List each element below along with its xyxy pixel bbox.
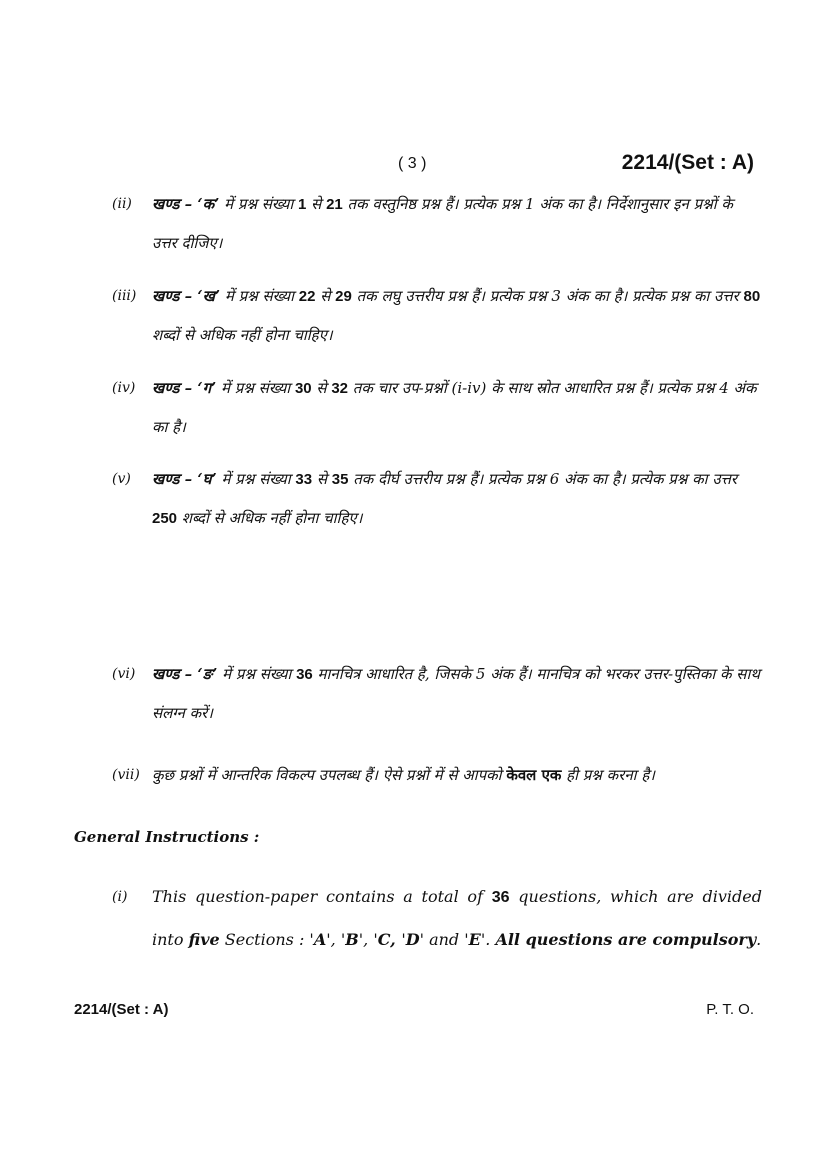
item-number: (vii) xyxy=(112,767,140,783)
instruction-item xyxy=(112,369,762,446)
section-letter: B xyxy=(345,930,359,949)
paper-code-header: 2214/(Set : A) xyxy=(621,151,754,174)
text-part: ही प्रश्न करना है। xyxy=(561,766,655,784)
text-part: से xyxy=(306,195,327,213)
item-text xyxy=(152,756,762,794)
text-part: में प्रश्न संख्या xyxy=(219,195,299,213)
number: 250 xyxy=(152,510,178,527)
item-text xyxy=(152,185,762,262)
item-text xyxy=(152,277,762,354)
number: 36 xyxy=(296,666,313,683)
text-part: ' and ' xyxy=(419,930,469,949)
text-part: तक दीर्घ उत्तरीय प्रश्न हैं। प्रत्येक प्रश्न 6 अंक का है। प्रत्येक प्रश्न का उत्तर xyxy=(348,470,738,488)
section-label: खण्ड – ‘ख’ xyxy=(152,287,221,305)
text-part: '. xyxy=(480,930,496,949)
section-label: खण्ड – ‘ग’ xyxy=(152,379,217,397)
number: 80 xyxy=(743,288,761,305)
text-part: से xyxy=(311,379,332,397)
general-instructions-heading: General Instructions : xyxy=(74,828,260,846)
number: 1 xyxy=(298,196,307,213)
text-part: ', ' xyxy=(326,930,346,949)
paper-code-footer: 2214/(Set : A) xyxy=(74,1001,169,1018)
text-part: में प्रश्न संख्या xyxy=(217,665,297,683)
text-part: शब्दों से अधिक नहीं होना चाहिए। xyxy=(177,509,363,527)
text-part: ' xyxy=(401,930,406,949)
text-part: में प्रश्न संख्या xyxy=(216,379,295,397)
text-part: ', ' xyxy=(358,930,378,949)
item-text xyxy=(152,460,762,538)
number: 33 xyxy=(295,471,313,488)
section-letter: D xyxy=(405,930,420,949)
instruction-item xyxy=(112,277,762,354)
text-part: में प्रश्न संख्या xyxy=(220,287,299,305)
item-number: (i) xyxy=(112,889,128,905)
number: 22 xyxy=(298,288,316,305)
item-number: (vi) xyxy=(112,666,136,682)
english-instruction-item xyxy=(112,876,762,961)
item-text xyxy=(152,369,762,446)
section-letter: A xyxy=(313,930,327,949)
section-label: खण्ड – ‘क’ xyxy=(152,195,220,213)
text-part: questions, which are divided into xyxy=(152,887,762,949)
text-part: कुछ प्रश्नों में आन्तरिक विकल्प उपलब्ध हैं। ऐसे प्रश्नों में से आपको xyxy=(152,766,507,784)
item-number: (v) xyxy=(112,471,131,487)
item-number: (iv) xyxy=(112,380,136,396)
instruction-item xyxy=(112,655,762,732)
number: 35 xyxy=(331,471,349,488)
emphasis: five xyxy=(188,930,220,949)
pto-label: P. T. O. xyxy=(706,1001,754,1018)
number: 36 xyxy=(491,889,510,906)
number: 32 xyxy=(331,380,349,397)
emphasis: केवल एक xyxy=(506,766,562,784)
instruction-item xyxy=(112,756,762,794)
section-label: खण्ड – ‘ङ’ xyxy=(152,665,218,683)
item-number: (iii) xyxy=(112,288,137,304)
instruction-item xyxy=(112,460,762,538)
text-part: से xyxy=(312,470,332,488)
text-part: में प्रश्न संख्या xyxy=(216,470,296,488)
section-letter: C, xyxy=(377,930,402,949)
instruction-item xyxy=(112,185,762,262)
text-part: शब्दों से अधिक नहीं होना चाहिए। xyxy=(152,326,333,344)
item-text xyxy=(152,655,762,732)
text-part: तक वस्तुनिष्ठ प्रश्न हैं। प्रत्येक प्रश्न 1 अंक का है। निर्देशानुसार इन प्रश्नों के उत्तर दीजिए। xyxy=(152,195,733,252)
page-number: ( 3 ) xyxy=(398,155,427,172)
number: 29 xyxy=(335,288,352,305)
text-part: Sections : ' xyxy=(219,930,314,949)
text-part: से xyxy=(315,287,336,305)
number: 30 xyxy=(294,380,312,397)
section-letter: E xyxy=(468,930,481,949)
text-part: तक लघु उत्तरीय प्रश्न हैं। प्रत्येक प्रश्न 3 अंक का है। प्रत्येक प्रश्न का उत्तर xyxy=(351,287,744,305)
text-part: मानचित्र आधारित है, जिसके 5 अंक हैं। मानचित्र को भरकर उत्तर-पुस्तिका के साथ संलग्न करें। xyxy=(152,665,760,722)
text-part: . xyxy=(756,930,762,949)
number: 21 xyxy=(326,196,343,213)
item-number: (ii) xyxy=(112,196,132,212)
item-text xyxy=(152,876,762,961)
text-part: This question-paper contains a total of xyxy=(152,887,492,906)
section-label: खण्ड – ‘घ’ xyxy=(152,470,217,488)
emphasis: All questions are compulsory xyxy=(495,930,757,949)
text-part: तक चार उप-प्रश्नों (i-iv) के साथ स्रोत आधारित प्रश्न हैं। प्रत्येक प्रश्न 4 अंक का है। xyxy=(152,379,757,436)
